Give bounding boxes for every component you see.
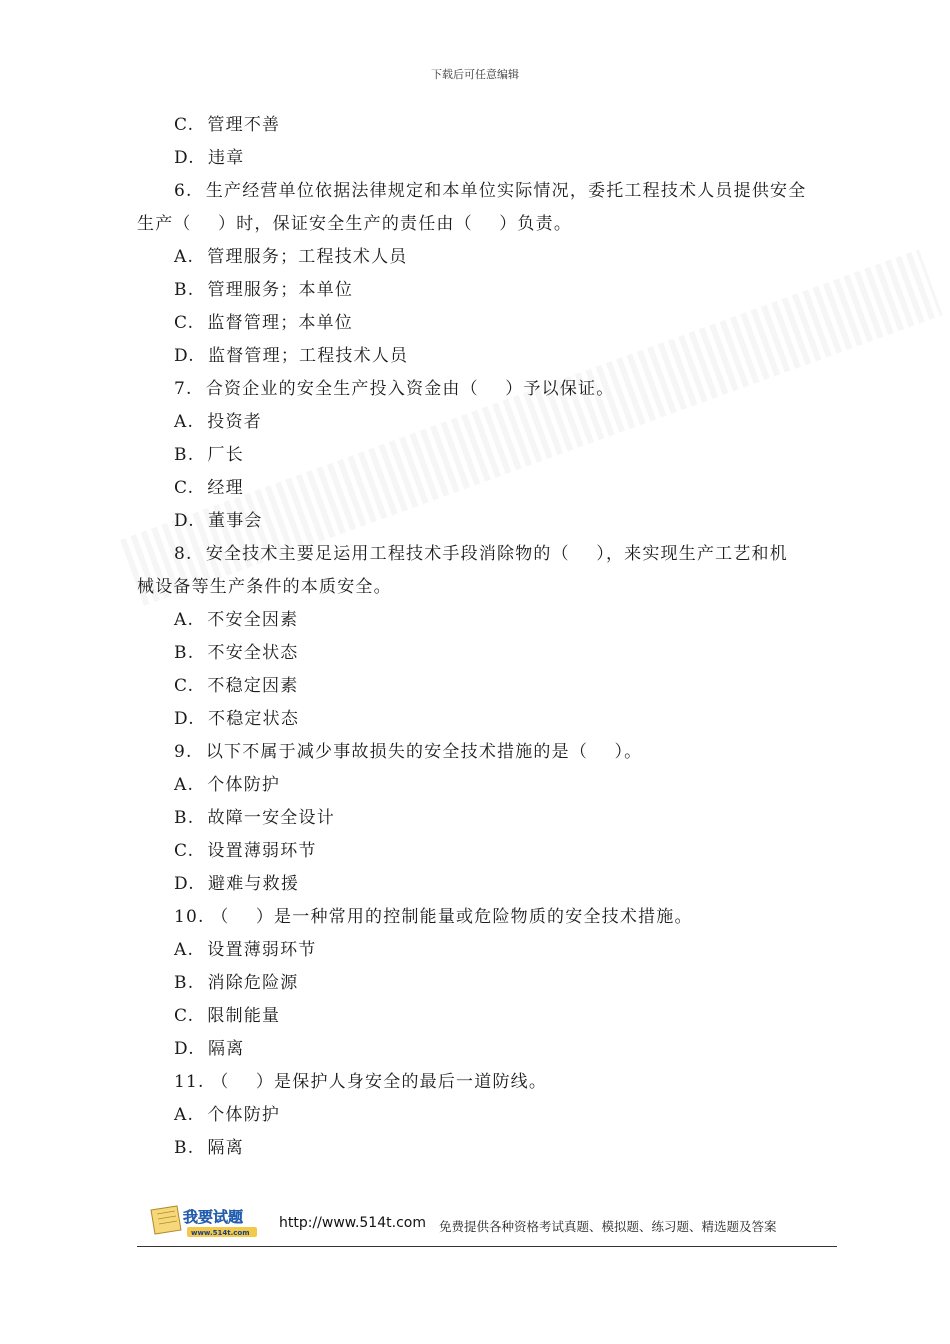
footer-tagline: 免费提供各种资格考试真题、模拟题、练习题、精选题及答案 — [439, 1219, 777, 1234]
answer-option: B. 隔离 — [174, 1138, 244, 1158]
page-header: 下载后可任意编辑 — [431, 68, 519, 81]
answer-option: D. 违章 — [174, 148, 245, 168]
answer-option: B. 故障一安全设计 — [174, 808, 335, 828]
question-text: 9. 以下不属于减少事故损失的安全技术措施的是（ ）。 — [174, 742, 643, 762]
answer-option: D. 监督管理；工程技术人员 — [174, 346, 409, 366]
answer-option: C. 设置薄弱环节 — [174, 841, 317, 861]
answer-option: B. 管理服务；本单位 — [174, 280, 354, 300]
answer-option: D. 避难与救援 — [174, 874, 300, 894]
answer-option: A. 个体防护 — [174, 1105, 281, 1125]
question-text: 11. （ ）是保护人身安全的最后一道防线。 — [174, 1072, 548, 1092]
answer-option: B. 不安全状态 — [174, 643, 299, 663]
site-url-link[interactable]: http://www.514t.com — [279, 1215, 426, 1231]
question-continuation: 生产（ ）时，保证安全生产的责任由（ ）负责。 — [137, 214, 573, 234]
svg-text:我要试题: 我要试题 — [183, 1208, 244, 1226]
question-text: 8. 安全技术主要足运用工程技术手段消除物的（ ），来实现生产工艺和机 — [174, 544, 788, 564]
answer-option: A. 不安全因素 — [174, 610, 299, 630]
answer-option: C. 经理 — [174, 478, 244, 498]
answer-option: D. 不稳定状态 — [174, 709, 300, 729]
question-text: 10. （ ）是一种常用的控制能量或危险物质的安全技术措施。 — [174, 907, 693, 927]
question-text: 7. 合资企业的安全生产投入资金由（ ）予以保证。 — [174, 379, 615, 399]
answer-option: C. 限制能量 — [174, 1006, 281, 1026]
answer-option: A. 管理服务；工程技术人员 — [174, 247, 408, 267]
answer-option: D. 隔离 — [174, 1039, 245, 1059]
logo-icon — [147, 1200, 267, 1240]
answer-option: D. 董事会 — [174, 511, 263, 531]
answer-option: A. 投资者 — [174, 412, 262, 432]
answer-option: A. 个体防护 — [174, 775, 281, 795]
question-text: 6. 生产经营单位依据法律规定和本单位实际情况，委托工程技术人员提供安全 — [174, 181, 807, 201]
answer-option: C. 监督管理；本单位 — [174, 313, 354, 333]
answer-option: A. 设置薄弱环节 — [174, 940, 317, 960]
answer-option: B. 厂长 — [174, 445, 244, 465]
answer-option: C. 不稳定因素 — [174, 676, 299, 696]
question-list — [137, 109, 837, 1165]
svg-text:www.514t.com: www.514t.com — [191, 1229, 250, 1237]
page-footer — [137, 1198, 837, 1247]
answer-option: C. 管理不善 — [174, 115, 281, 135]
question-continuation: 械设备等生产条件的本质安全。 — [137, 577, 392, 597]
answer-option: B. 消除危险源 — [174, 973, 299, 993]
